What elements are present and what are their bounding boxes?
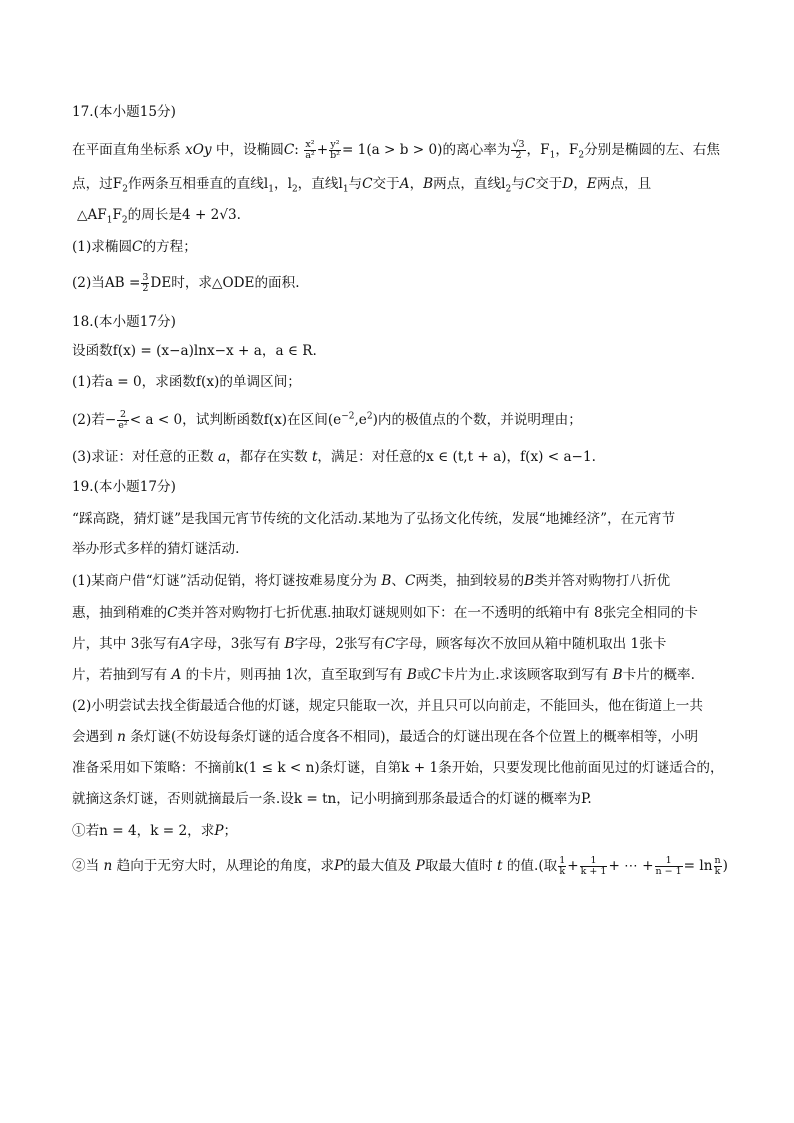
q18-header: 18.(本小题17分) xyxy=(72,314,176,330)
q18-part-3: (3)求证：对任意的正数 a，都存在实数 t，满足：对任意的x ∈ (t,t + a)，f(x) < a−1. xyxy=(72,449,596,465)
q19-header: 19.(本小题17分) xyxy=(72,479,176,495)
harmonic-fraction-3: $\frac{1}{n - 1}$ xyxy=(655,855,682,877)
bound-fraction: $\frac{2}{\text{e²}}$ xyxy=(118,409,128,431)
q17-part-2: (2)当AB = $\frac{3}{2}$ DE时，求△ODE的面积. xyxy=(72,272,300,294)
q18-part-2: (2)若− $\frac{2}{\text{e²}}$ < a < 0，试判断函数f(x)在区间$(e^{-2},e^2)$内的极值点的个数，并说明理由； xyxy=(72,409,582,431)
q19-part-1-line-1: (1)某商户借“灯谜”活动促销，将灯谜按难易度分为 B、C两类，抽到较易的B类并答对购物打八折优 xyxy=(72,573,671,589)
q19-intro-line-2: 举办形式多样的猜灯谜活动. xyxy=(72,541,240,557)
q19-part-2-line-4: 就摘这条灯谜，否则就摘最后一条.设k = tn，记小明摘到那条最适合的灯谜的概率为P. xyxy=(72,791,592,807)
q19-sub-1: ①若n = 4，k = 2，求P； xyxy=(72,823,238,839)
eccentricity-fraction: $\frac{√3}{2}$ xyxy=(512,139,525,161)
ellipse-y-fraction: $\frac{\text{y²}}{\text{b²}}$ xyxy=(330,139,340,161)
q19-part-1-line-2: 惠，抽到稍难的C类并答对购物打七折优惠.抽取灯谜规则如下：在一不透明的纸箱中有 8张完全相同的卡 xyxy=(72,605,698,621)
q19-part-2-line-1: (2)小明尝试去找全街最适合他的灯谜，规定只能取一次，并且只可以向前走，不能回头，他在街道上一共 xyxy=(72,698,703,714)
q19-intro-line-1: “踩高跷，猜灯谜”是我国元宵节传统的文化活动.某地为了弘扬文化传统，发展“地摊经济”，在元宵节 xyxy=(72,511,676,527)
q17-stem-line-1: 在平面直角坐标系 xOy 中，设椭圆C: $\frac{\text{x²}}{\text{a²}}$ + $\frac{\text{y²}}{\text{b²}}$ = 1(a > b > 0)的离心率为 $\frac{√3}{2}$ ，$F_1$，$F_2$分别是椭圆的左、右焦 xyxy=(72,139,721,161)
q18-part-1: (1)若a = 0，求函数f(x)的单调区间； xyxy=(72,374,301,390)
q17-stem-line-2: 点，过$F_2$作两条互相垂直的直线$l_1$，$l_2$，直线$l_1$与C交于A，B两点，直线$l_2$与C交于D，E两点，且 xyxy=(72,176,652,195)
q17-stem-line-3: $\triangle AF_1F_2$的周长是4 + 2√3. xyxy=(77,207,241,226)
q19-part-1-line-3: 片，其中 3张写有A字母，3张写有 B字母，2张写有C字母，顾客每次不放回从箱中随机取出 1张卡 xyxy=(72,636,667,652)
ellipse-x-fraction: $\frac{\text{x²}}{\text{a²}}$ xyxy=(305,139,315,161)
log-fraction: $\frac{n}{k}$ xyxy=(714,855,721,877)
q18-stem: 设函数f(x) = (x−a)lnx−x + a，a ∈ R. xyxy=(72,343,317,359)
q19-part-1-line-4: 片，若抽到写有 A 的卡片，则再抽 1次，直至取到写有 B或C卡片为止.求该顾客取到写有 B卡片的概率. xyxy=(72,667,695,683)
q17-header: 17.(本小题15分) xyxy=(72,104,176,120)
q19-sub-2: ②当 n 趋向于无穷大时，从理论的角度，求P的最大值及 P取最大值时 t 的值.(取 $\frac{1}{k}$ + $\frac{1}{k + 1}$ + ⋯ + $\frac{1}{n - 1}$ = ln $\frac{n}{k}$ ) xyxy=(72,855,728,877)
harmonic-fraction-1: $\frac{1}{k}$ xyxy=(559,855,566,877)
harmonic-fraction-2: $\frac{1}{k + 1}$ xyxy=(580,855,607,877)
ratio-fraction: $\frac{3}{2}$ xyxy=(142,272,149,294)
q19-part-2-line-3: 准备采用如下策略：不摘前k(1 ≤ k < n)条灯谜，自第k + 1条开始，只要发现比他前面见过的灯谜适合的， xyxy=(72,760,724,776)
q17-part-1: (1)求椭圆C的方程； xyxy=(72,239,197,255)
q19-part-2-line-2: 会遇到 n 条灯谜(不妨设每条灯谜的适合度各不相同)，最适合的灯谜出现在各个位置上的概率相等，小明 xyxy=(72,729,699,745)
